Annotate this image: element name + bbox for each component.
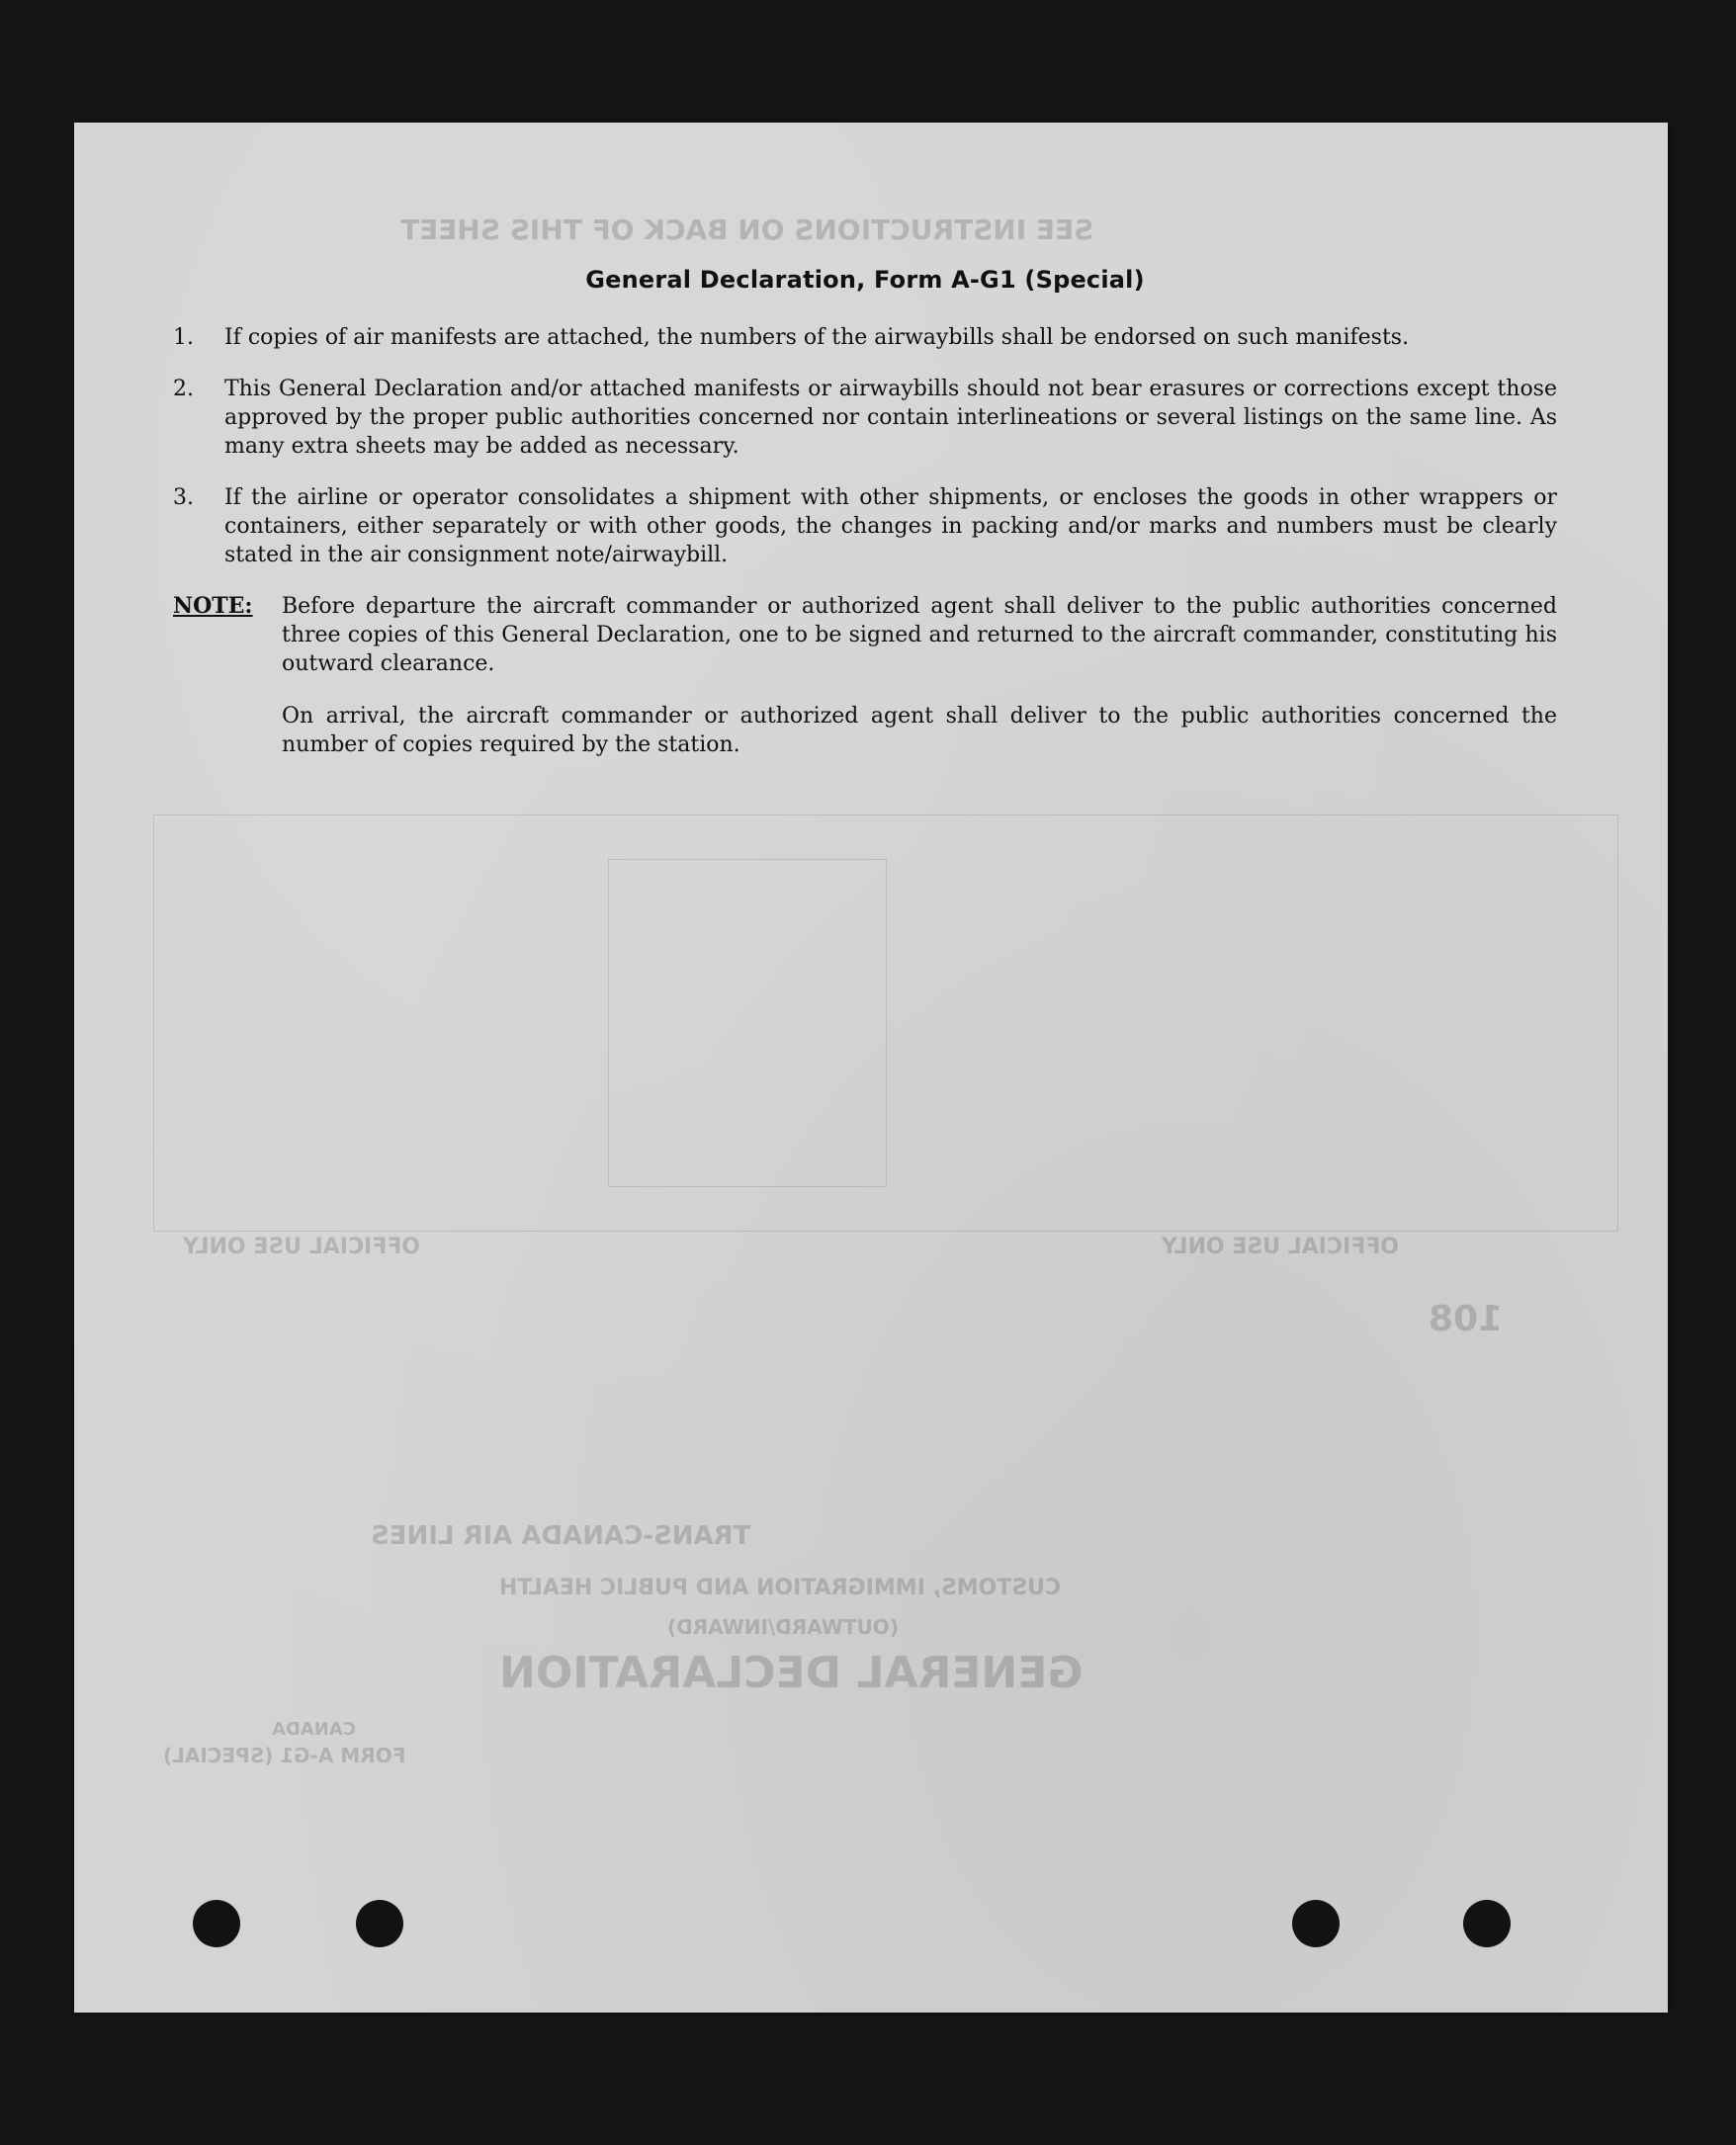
note-paragraph-arrival: On arrival, the aircraft commander or authorized agent shall deliver to the public authorities concerned the number of copies required by the station. — [282, 704, 1557, 757]
note-indent — [173, 702, 282, 759]
instructions-block — [173, 266, 1557, 783]
punch-hole — [193, 1900, 240, 1947]
ghost-inner-table — [608, 859, 887, 1187]
ghost-number: 108 — [1429, 1299, 1504, 1339]
ghost-form: FORM A-G1 (SPECIAL) — [163, 1744, 406, 1767]
item-number: 3. — [173, 485, 194, 510]
item-number: 1. — [173, 325, 194, 350]
note-block-arrival — [173, 702, 1557, 759]
instruction-item — [173, 483, 1557, 569]
item-text: This General Declaration and/or attached manifests or airwaybills should not bear erasures or corrections except those approved by the proper public authorities concerned nor contain interlineations or several listings on the same line. As many extra sheets may be added as necessary. — [224, 377, 1557, 459]
ghost-subtitle: (OUTWARD/INWARD) — [667, 1615, 899, 1639]
ghost-header: SEE INSTRUCTIONS ON BACK OF THIS SHEET — [400, 214, 1094, 246]
instruction-item — [173, 323, 1557, 352]
ghost-official-left: OFFICIAL USE ONLY — [183, 1235, 421, 1259]
note-label: NOTE: — [173, 593, 253, 619]
punch-hole — [356, 1900, 403, 1947]
item-number: 2. — [173, 377, 194, 401]
ghost-big-title: GENERAL DECLARATION — [499, 1648, 1084, 1698]
ghost-airline: TRANS-CANADA AIR LINES — [371, 1521, 751, 1551]
punch-hole — [1463, 1900, 1511, 1947]
page-title: General Declaration, Form A-G1 (Special) — [585, 266, 1145, 294]
punch-hole — [1292, 1900, 1340, 1947]
ghost-line: CUSTOMS, IMMIGRATION AND PUBLIC HEALTH — [499, 1576, 1062, 1600]
ghost-official-right: OFFICIAL USE ONLY — [1162, 1235, 1400, 1259]
ghost-country: CANADA — [272, 1719, 357, 1740]
instruction-item — [173, 375, 1557, 461]
item-text: If copies of air manifests are attached, the numbers of the airwaybills shall be endorsed on such manifests. — [224, 325, 1410, 350]
note-paragraph-departure: Before departure the aircraft commander or authorized agent shall deliver to the public authorities concerned three copies of this General Declaration, one to be signed and returned to the aircraft commander, constituting his outward clearance. — [282, 594, 1557, 676]
item-text: If the airline or operator consolidates a shipment with other shipments, or encloses the goods in other wrappers or containers, either separately or with other goods, the changes in packing and/or marks and numbers must be clearly stated in the air consignment note/airwaybill. — [224, 485, 1557, 567]
note-block — [173, 592, 1557, 678]
document-page — [74, 123, 1668, 2013]
